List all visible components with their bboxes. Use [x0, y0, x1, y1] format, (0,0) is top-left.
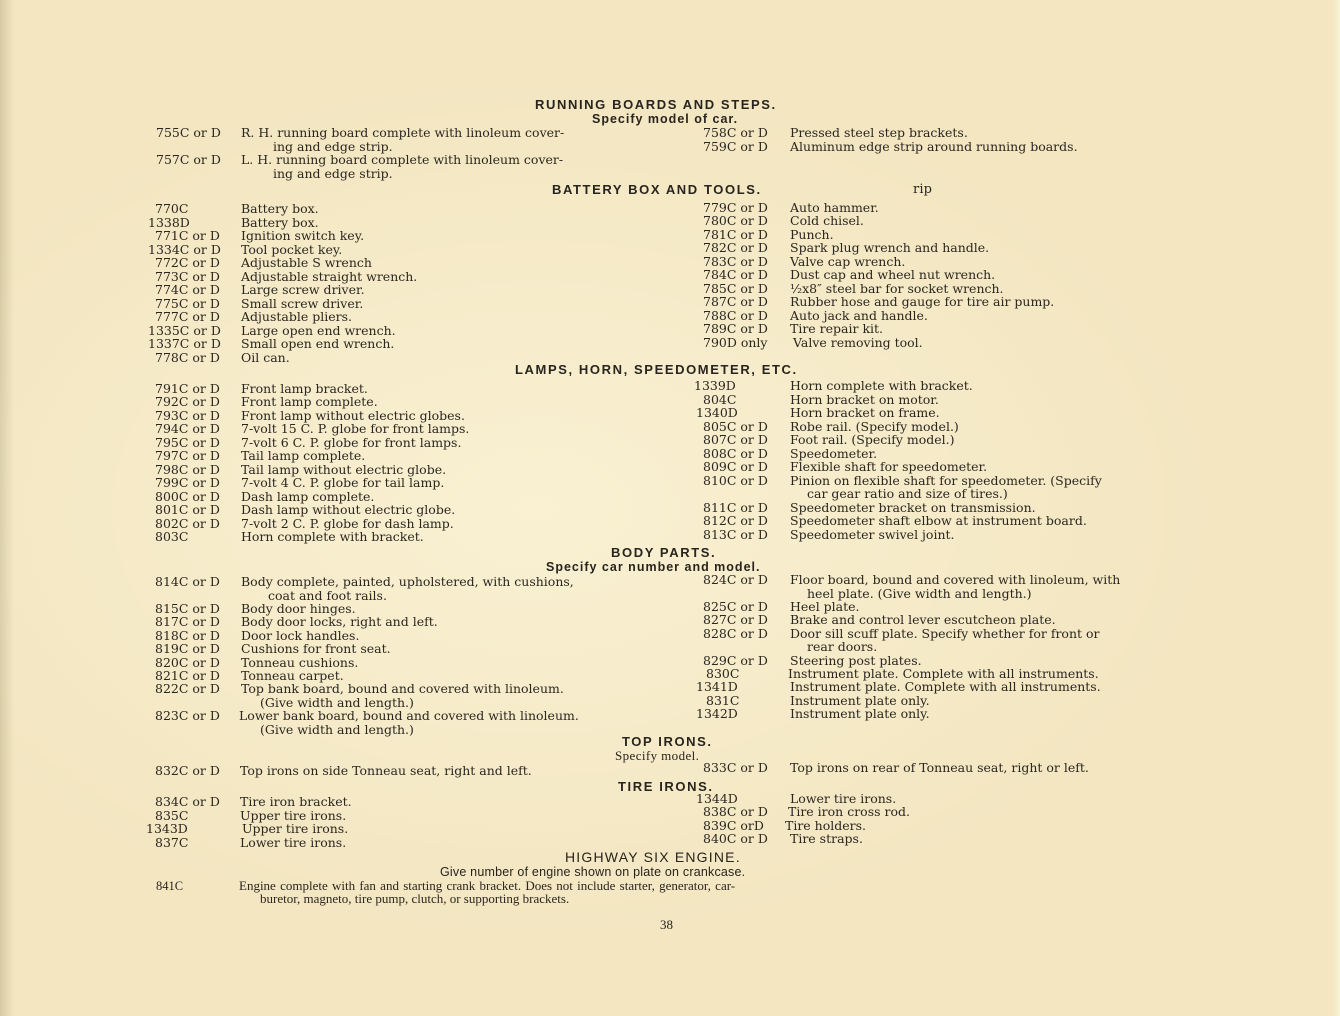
part-description: Adjustable S wrench: [241, 255, 372, 270]
part-description: Lower tire irons.: [240, 835, 347, 850]
part-code: 828C or D: [703, 626, 768, 641]
part-description: Aluminum edge strip around running boards.: [790, 139, 1078, 154]
stray-text: rip: [913, 182, 933, 197]
part-code: 1335C or D: [148, 323, 221, 338]
part-code: 1334C or D: [148, 242, 221, 257]
part-description: Instrument plate. Complete with all instruments.: [790, 679, 1101, 694]
part-description: Oil can.: [241, 350, 290, 365]
part-description: Body complete, painted, upholstered, with cushions,: [241, 574, 574, 589]
part-description: Steering post plates.: [790, 653, 922, 668]
part-code: 805C or D: [703, 419, 768, 434]
part-code: 807C or D: [703, 432, 768, 447]
part-code: 777C or D: [155, 309, 220, 324]
part-description: Instrument plate only.: [790, 706, 930, 721]
part-code: 789C or D: [703, 321, 768, 336]
part-code: 841C: [156, 879, 184, 893]
part-description: Instrument plate only.: [790, 693, 930, 708]
part-description: Dash lamp complete.: [241, 489, 375, 504]
part-code: 771C or D: [155, 228, 220, 243]
part-description: Lower bank board, bound and covered with linoleum.: [239, 708, 579, 723]
part-description: Small screw driver.: [241, 296, 364, 311]
part-description: Punch.: [790, 227, 834, 242]
part-code: 1342D: [696, 706, 738, 721]
section-title-running-boards: RUNNING BOARDS AND STEPS.: [535, 97, 777, 112]
part-code: 809C or D: [703, 459, 768, 474]
part-description: Tonneau cushions.: [241, 655, 359, 670]
section-title-body-parts: BODY PARTS.: [611, 545, 717, 560]
part-description: Robe rail. (Specify model.): [790, 419, 959, 434]
part-description-cont: coat and foot rails.: [268, 588, 387, 603]
part-code: 839C orD: [703, 818, 764, 833]
part-description: ½x8″ steel bar for socket wrench.: [790, 281, 1004, 296]
part-description-cont: ing and edge strip.: [273, 139, 393, 154]
part-description: Engine complete with fan and starting crank bracket. Does not include starter, generator, car-: [239, 878, 736, 893]
part-description: Spark plug wrench and handle.: [790, 240, 990, 255]
part-code: 815C or D: [155, 601, 220, 616]
part-code: 778C or D: [155, 350, 220, 365]
part-description: Pinion on flexible shaft for speedometer. (Specify: [790, 473, 1102, 488]
part-description-cont: (Give width and length.): [260, 695, 414, 710]
part-description: Battery box.: [241, 201, 319, 216]
part-code: 821C or D: [155, 668, 220, 683]
part-description: Tool pocket key.: [241, 242, 343, 257]
part-description-cont: heel plate. (Give width and length.): [807, 586, 1032, 601]
part-description: 7-volt 6 C. P. globe for front lamps.: [241, 435, 462, 450]
part-code: 835C: [155, 808, 189, 823]
part-description: L. H. running board complete with linoleum cover-: [241, 152, 564, 167]
part-code: 757C or D: [156, 152, 221, 167]
part-code: 799C or D: [155, 475, 220, 490]
part-code: 822C or D: [155, 681, 220, 696]
part-code: 779C or D: [703, 200, 768, 215]
part-description: Tire iron bracket.: [240, 794, 352, 809]
part-description-cont: ing and edge strip.: [273, 166, 393, 181]
part-code: 802C or D: [155, 516, 220, 531]
part-description: Battery box.: [241, 215, 319, 230]
part-code: 784C or D: [703, 267, 768, 282]
part-description: Ignition switch key.: [241, 228, 365, 243]
part-description: R. H. running board complete with linoleum cover-: [241, 125, 565, 140]
section-title-top-irons: TOP IRONS.: [622, 734, 713, 749]
section-title-battery-box: BATTERY BOX AND TOOLS.: [552, 182, 762, 197]
part-code: 795C or D: [155, 435, 220, 450]
part-code: 781C or D: [703, 227, 768, 242]
part-description: Pressed steel step brackets.: [790, 125, 968, 140]
part-description: Speedometer shaft elbow at instrument board.: [790, 513, 1087, 528]
part-description: Door sill scuff plate. Specify whether for front or: [790, 626, 1100, 641]
part-code: 772C or D: [155, 255, 220, 270]
part-code: 823C or D: [155, 708, 220, 723]
part-description: Tire repair kit.: [790, 321, 884, 336]
part-code: 817C or D: [155, 614, 220, 629]
part-description-cont: buretor, magneto, tire pump, clutch, or supporting brackets.: [260, 891, 570, 906]
part-code: 794C or D: [155, 421, 220, 436]
part-code: 800C or D: [155, 489, 220, 504]
part-code: 811C or D: [703, 500, 768, 515]
part-code: 755C or D: [156, 125, 221, 140]
part-description: Cold chisel.: [790, 213, 864, 228]
part-code: 831C: [706, 693, 740, 708]
part-description: 7-volt 15 C. P. globe for front lamps.: [241, 421, 470, 436]
part-code: 793C or D: [155, 408, 220, 423]
part-description: Front lamp without electric globes.: [241, 408, 465, 423]
part-code: 759C or D: [703, 139, 768, 154]
part-code: 837C: [155, 835, 189, 850]
part-code: 808C or D: [703, 446, 768, 461]
part-code: 770C: [155, 201, 189, 216]
part-code: 830C: [706, 666, 740, 681]
part-description: Rubber hose and gauge for tire air pump.: [790, 294, 1055, 309]
part-description-cont: car gear ratio and size of tires.): [807, 486, 1008, 501]
part-code: 1340D: [696, 405, 738, 420]
part-code: 838C or D: [703, 804, 768, 819]
part-code: 782C or D: [703, 240, 768, 255]
part-description: Large screw driver.: [241, 282, 365, 297]
part-description: Auto jack and handle.: [790, 308, 928, 323]
part-description-cont: (Give width and length.): [260, 722, 414, 737]
part-description: Heel plate.: [790, 599, 860, 614]
part-description: Small open end wrench.: [241, 336, 395, 351]
part-description: Valve removing tool.: [793, 335, 923, 350]
part-description: Cushions for front seat.: [241, 641, 391, 656]
part-code: 1339D: [694, 378, 736, 393]
part-code: 818C or D: [155, 628, 220, 643]
part-description: Door lock handles.: [241, 628, 360, 643]
part-description: Upper tire irons.: [242, 821, 349, 836]
part-code: 833C or D: [703, 760, 768, 775]
part-code: 834C or D: [155, 794, 220, 809]
part-description: Adjustable pliers.: [241, 309, 352, 324]
part-description: Top bank board, bound and covered with linoleum.: [241, 681, 564, 696]
part-code: 813C or D: [703, 527, 768, 542]
part-description: 7-volt 4 C. P. globe for tail lamp.: [241, 475, 445, 490]
part-description: Top irons on rear of Tonneau seat, right or left.: [790, 760, 1089, 775]
part-description: Valve cap wrench.: [790, 254, 906, 269]
part-description: Tire straps.: [790, 831, 863, 846]
section-subtitle-running-boards: Specify model of car.: [592, 112, 739, 126]
part-code: 790D only: [703, 335, 768, 350]
part-code: 829C or D: [703, 653, 768, 668]
part-description: Front lamp complete.: [241, 394, 378, 409]
part-code: 788C or D: [703, 308, 768, 323]
part-code: 787C or D: [703, 294, 768, 309]
part-code: 758C or D: [703, 125, 768, 140]
part-description: Dash lamp without electric globe.: [241, 502, 456, 517]
part-description: Tail lamp without electric globe.: [241, 462, 447, 477]
part-description: Auto hammer.: [790, 200, 879, 215]
part-description: Upper tire irons.: [240, 808, 347, 823]
part-code: 824C or D: [703, 572, 768, 587]
section-title-lamps: LAMPS, HORN, SPEEDOMETER, ETC.: [515, 362, 798, 377]
part-description: Speedometer.: [790, 446, 878, 461]
part-code: 780C or D: [703, 213, 768, 228]
part-description-cont: rear doors.: [807, 639, 878, 654]
part-description: Tire iron cross rod.: [788, 804, 910, 819]
part-code: 819C or D: [155, 641, 220, 656]
part-code: 814C or D: [155, 574, 220, 589]
section-subtitle-engine: Give number of engine shown on plate on crankcase.: [440, 865, 746, 879]
part-code: 798C or D: [155, 462, 220, 477]
part-description: Horn complete with bracket.: [241, 529, 424, 544]
section-title-tire-irons: TIRE IRONS.: [618, 779, 714, 794]
part-description: Horn complete with bracket.: [790, 378, 973, 393]
part-code: 1341D: [696, 679, 738, 694]
part-description: Speedometer bracket on transmission.: [790, 500, 1036, 515]
part-code: 1343D: [146, 821, 188, 836]
part-code: 792C or D: [155, 394, 220, 409]
page-number: 38: [660, 917, 673, 932]
part-code: 773C or D: [155, 269, 220, 284]
part-code: 827C or D: [703, 612, 768, 627]
part-description: Instrument plate. Complete with all instruments.: [788, 666, 1099, 681]
part-code: 832C or D: [155, 763, 220, 778]
part-code: 812C or D: [703, 513, 768, 528]
part-code: 797C or D: [155, 448, 220, 463]
part-code: 1338D: [148, 215, 190, 230]
part-code: 774C or D: [155, 282, 220, 297]
part-description: Front lamp bracket.: [241, 381, 368, 396]
part-code: 820C or D: [155, 655, 220, 670]
part-code: 1344D: [696, 791, 738, 806]
part-description: Horn bracket on motor.: [790, 392, 939, 407]
part-code: 1337C or D: [148, 336, 221, 351]
part-description: Foot rail. (Specify model.): [790, 432, 955, 447]
part-code: 810C or D: [703, 473, 768, 488]
part-description: Large open end wrench.: [241, 323, 396, 338]
part-description: Tire holders.: [785, 818, 867, 833]
part-description: Lower tire irons.: [790, 791, 897, 806]
part-description: Floor board, bound and covered with linoleum, with: [790, 572, 1121, 587]
part-code: 840C or D: [703, 831, 768, 846]
part-code: 803C: [155, 529, 189, 544]
section-title-engine: HIGHWAY SIX ENGINE.: [565, 849, 741, 865]
part-description: Flexible shaft for speedometer.: [790, 459, 988, 474]
part-code: 785C or D: [703, 281, 768, 296]
part-code: 825C or D: [703, 599, 768, 614]
part-description: Horn bracket on frame.: [790, 405, 940, 420]
part-description: Speedometer swivel joint.: [790, 527, 955, 542]
part-code: 801C or D: [155, 502, 220, 517]
part-description: Body door locks, right and left.: [241, 614, 438, 629]
part-description: Top irons on side Tonneau seat, right and left.: [240, 763, 532, 778]
part-code: 783C or D: [703, 254, 768, 269]
section-subtitle-body-parts: Specify car number and model.: [546, 560, 761, 574]
part-description: Body door hinges.: [241, 601, 356, 616]
part-description: Tail lamp complete.: [241, 448, 366, 463]
part-code: 775C or D: [155, 296, 220, 311]
part-code: 791C or D: [155, 381, 220, 396]
part-description: Adjustable straight wrench.: [241, 269, 418, 284]
part-description: Tonneau carpet.: [241, 668, 344, 683]
part-description: 7-volt 2 C. P. globe for dash lamp.: [241, 516, 454, 531]
part-code: 804C: [703, 392, 737, 407]
part-description: Dust cap and wheel nut wrench.: [790, 267, 996, 282]
part-description: Brake and control lever escutcheon plate.: [790, 612, 1056, 627]
section-subtitle-top-irons: Specify model.: [615, 748, 700, 763]
